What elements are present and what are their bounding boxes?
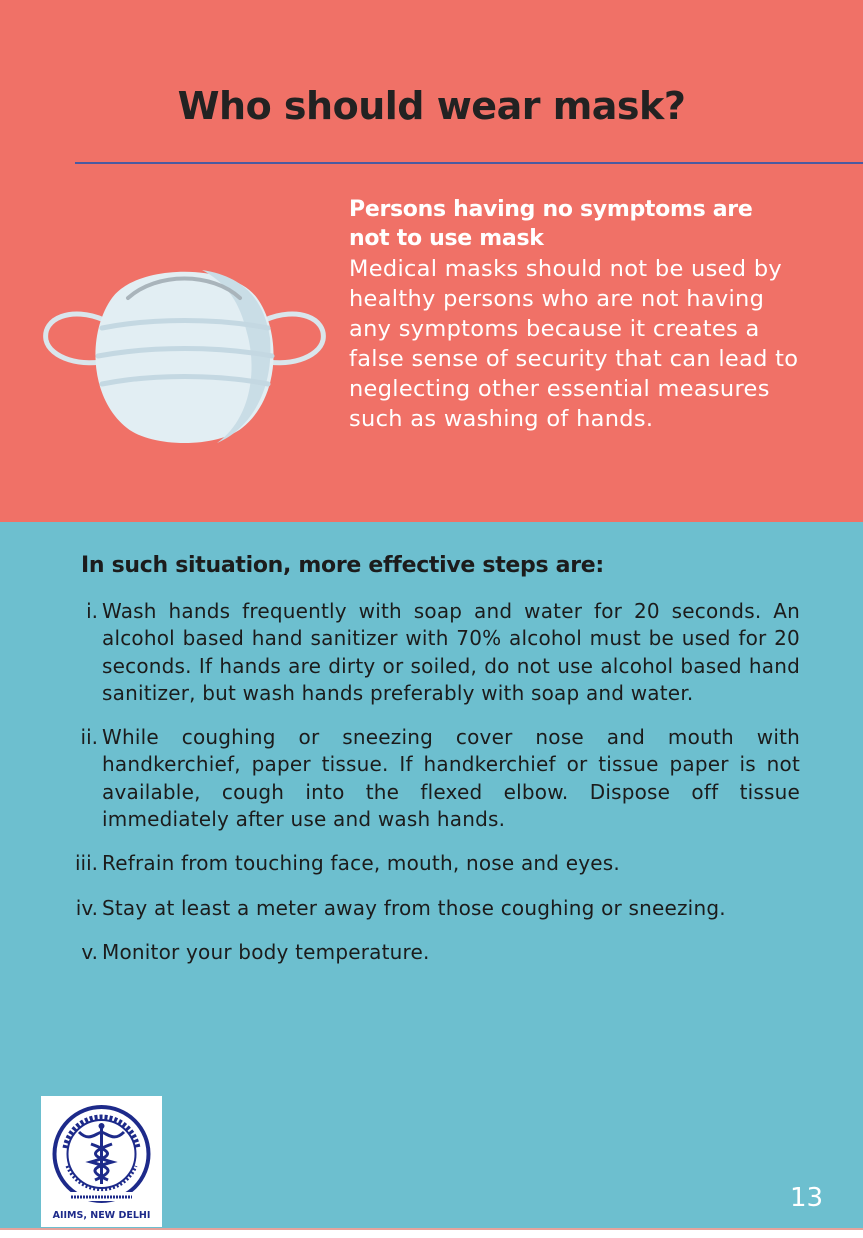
page-title: Who should wear mask? (177, 84, 686, 128)
page-number: 13 (790, 1183, 824, 1213)
list-item (60, 939, 800, 966)
intro-body: Medical masks should not be used by healthy persons who are not having any symptoms because it creates a false sense of security that can lead to neglecting other essential measures such as washing of hands. (349, 256, 799, 432)
step-number: i. (86, 599, 98, 623)
steps-heading: In such situation, more effective steps are: (81, 553, 604, 578)
page-bottom-strip (0, 1228, 863, 1238)
step-number: v. (81, 939, 98, 964)
step-number: iii. (74, 851, 98, 876)
top-section (0, 0, 863, 522)
aiims-logo (41, 1096, 162, 1227)
mask-icon (42, 258, 327, 453)
list-item (60, 850, 800, 877)
step-number: iv. (75, 895, 98, 920)
aiims-emblem-icon (51, 1102, 152, 1207)
step-text: Stay at least a meter away from those coughing or sneezing. (102, 895, 726, 920)
intro-block (349, 195, 799, 434)
step-text: Monitor your body temperature. (102, 939, 430, 964)
logo-caption: AIIMS, NEW DELHI (52, 1210, 151, 1221)
list-item (60, 598, 800, 707)
list-item (60, 895, 800, 922)
intro-heading: Persons having no symptoms are not to use mask (349, 197, 753, 251)
steps-list (60, 598, 800, 983)
step-text: Refrain from touching face, mouth, nose and eyes. (102, 851, 620, 876)
title-divider (75, 162, 863, 164)
step-number: ii. (80, 725, 98, 750)
step-text: While coughing or sneezing cover nose and mouth with handkerchief, paper tissue. If handkerchief or tissue paper is not available, cough into the flexed elbow. Dispose off tissue immediately after use and wash hands. (102, 725, 800, 832)
step-text: Wash hands frequently with soap and water for 20 seconds. An alcohol based hand sanitizer with 70% alcohol must be used for 20 seconds. If hands are dirty or soiled, do not use alcohol based hand sanitizer, but wash hands preferably with soap and water. (102, 599, 800, 705)
list-item (60, 724, 800, 833)
